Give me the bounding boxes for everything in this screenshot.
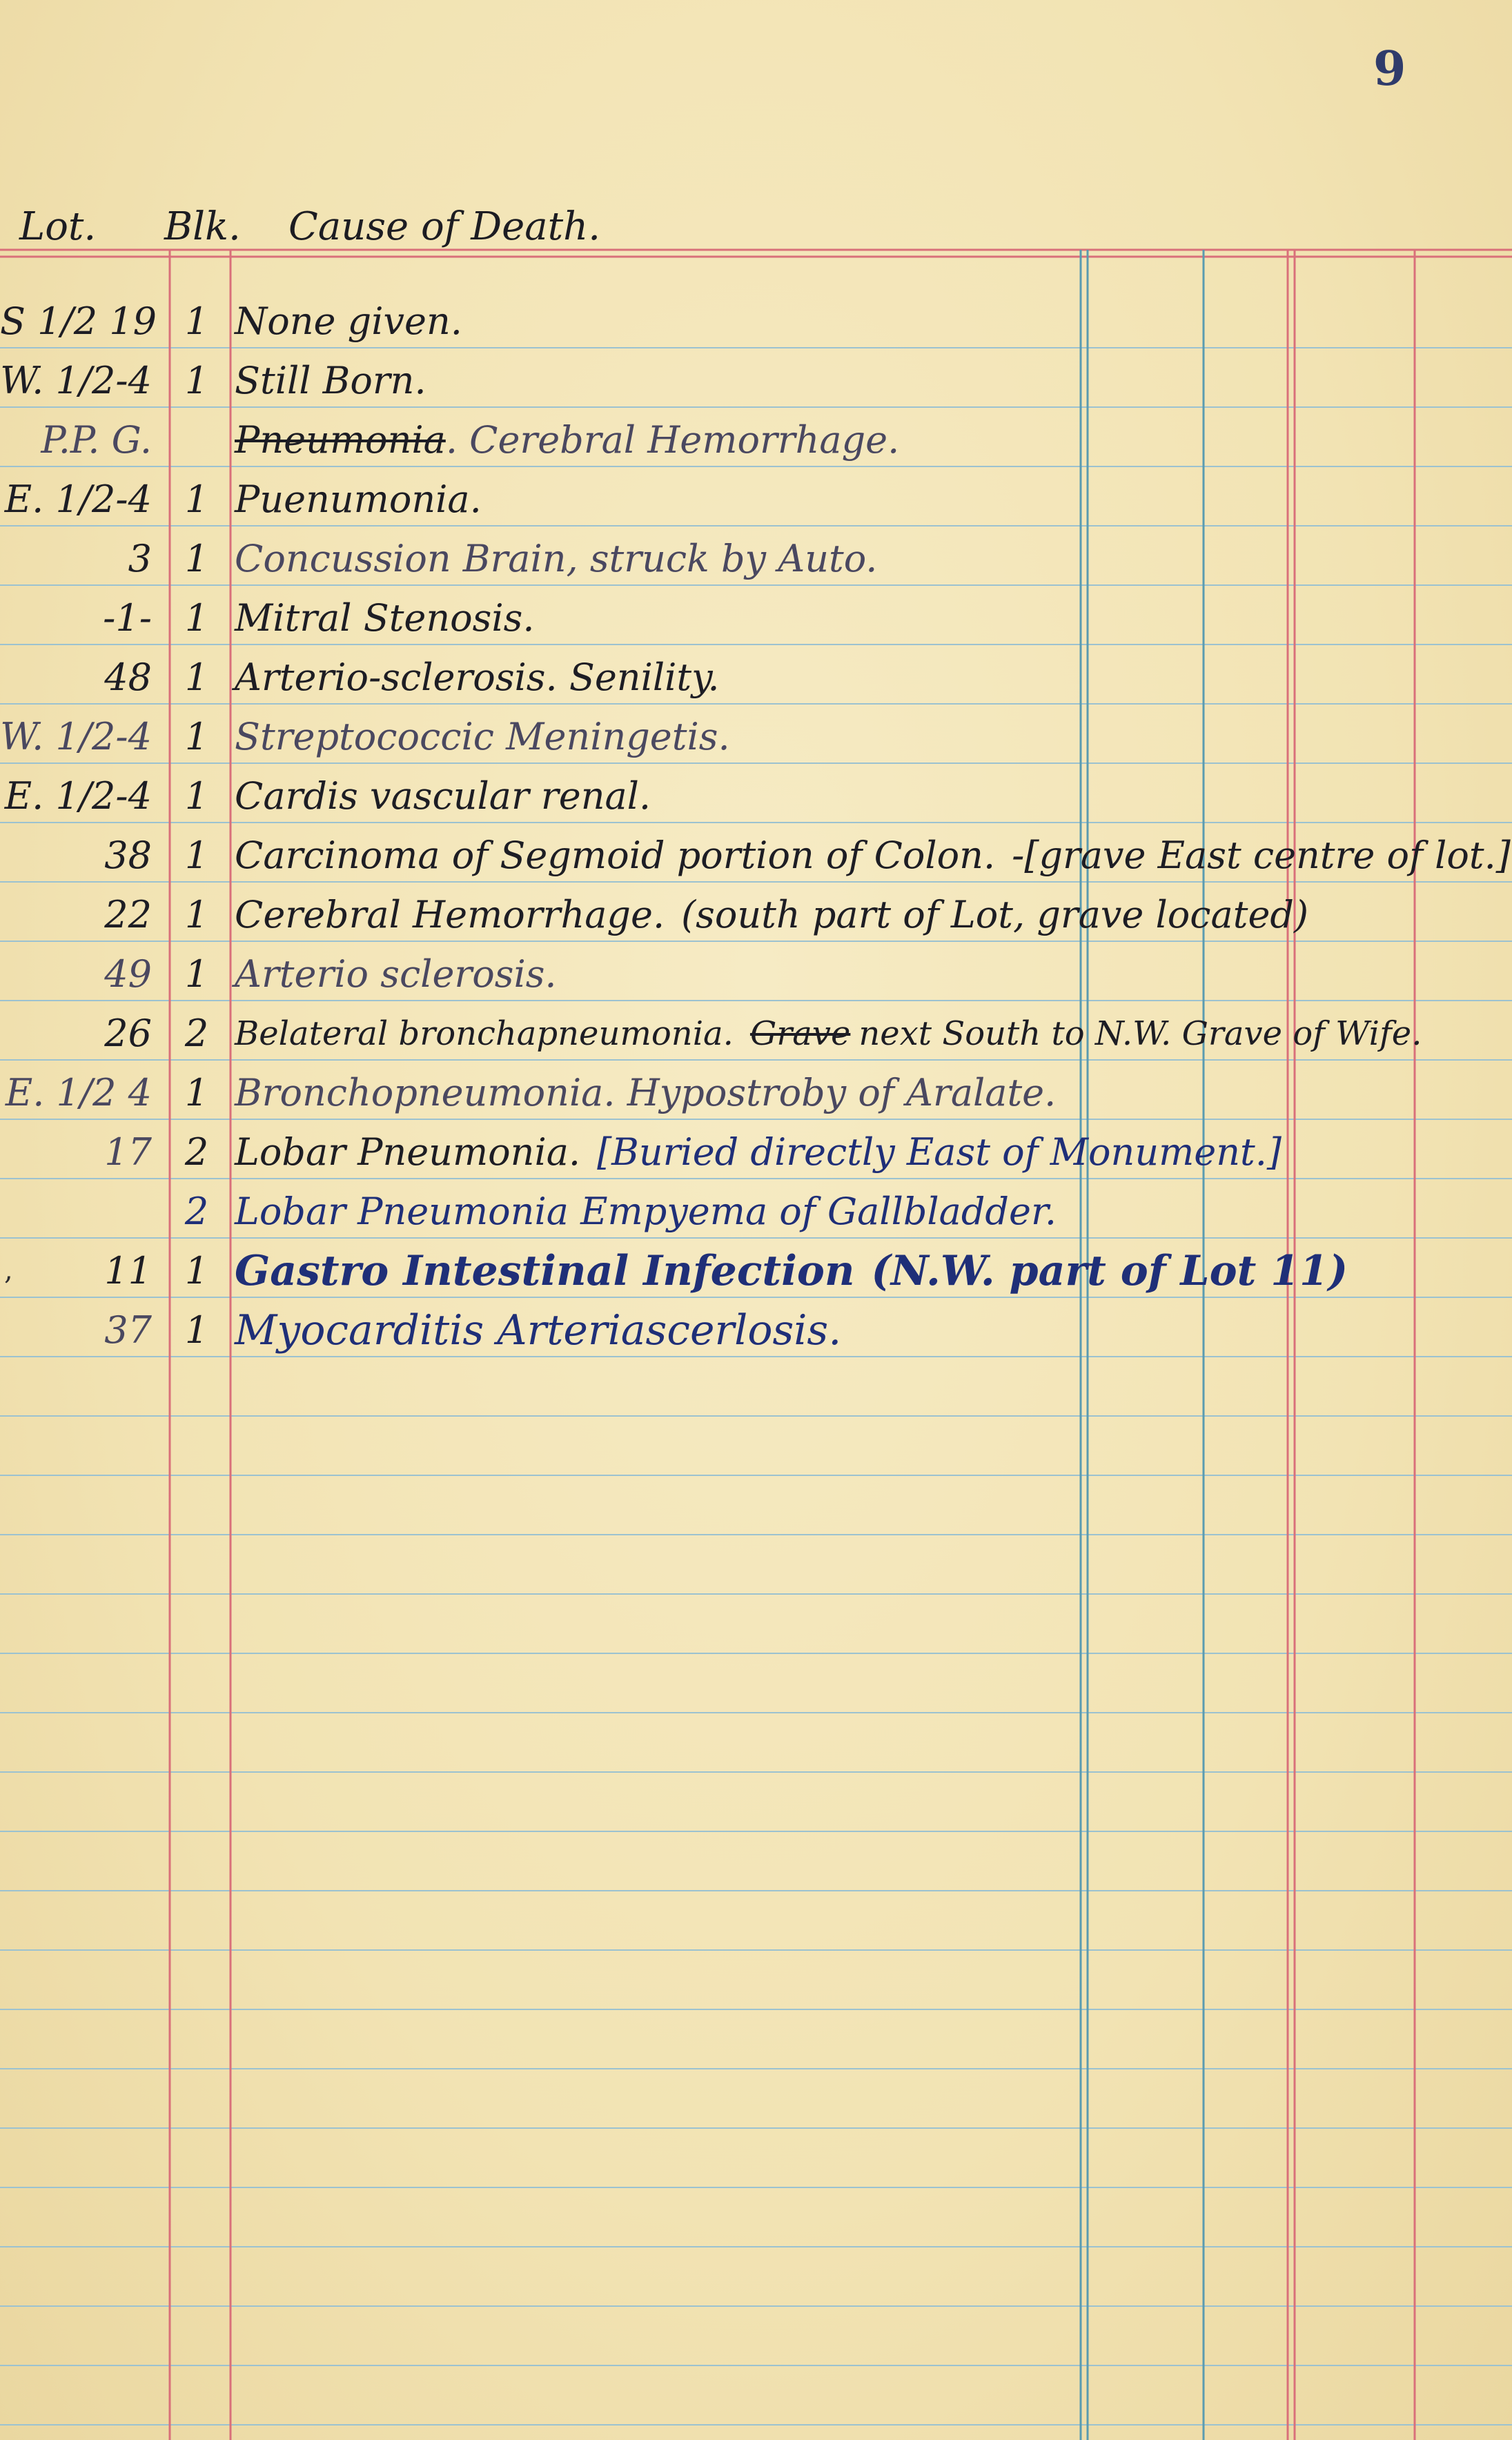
- cause-text: Bronchopneumonia. Hypostroby of Aralate.: [235, 1071, 1057, 1114]
- ledger-row: [0, 1119, 1512, 1185]
- blk-cell: 1: [184, 537, 209, 580]
- ledger-row: [0, 1001, 1512, 1067]
- lot-cell: 3: [128, 537, 152, 580]
- ledger-row: [0, 823, 1512, 889]
- lot-cell: 11: [104, 1249, 152, 1292]
- margin-mark: ,: [4, 1255, 13, 1286]
- lot-cell: -1-: [103, 596, 152, 640]
- blk-cell: 1: [184, 834, 209, 877]
- cause-text: Carcinoma of Segmoid portion of Colon.: [235, 834, 996, 877]
- ledger-row: [0, 645, 1512, 711]
- blk-cell: 1: [184, 774, 209, 818]
- blk-cell: 1: [184, 596, 209, 640]
- cause-text: Mitral Stenosis.: [235, 596, 535, 640]
- cause-text: Concussion Brain, struck by Auto.: [235, 537, 878, 580]
- burial-note: (N.W. part of Lot 11): [871, 1247, 1348, 1295]
- cause-cell: [235, 704, 1449, 770]
- cause-cell: [235, 526, 1449, 592]
- cause-cell: [235, 348, 1449, 414]
- cause-text: None given.: [235, 299, 462, 343]
- ledger-row: [0, 585, 1512, 651]
- blk-cell: 1: [184, 359, 209, 402]
- ledger-row: [0, 1179, 1512, 1245]
- cause-text: Still Born.: [235, 359, 426, 402]
- ledger-row: [0, 466, 1512, 533]
- burial-note: (south part of Lot, grave located): [681, 893, 1309, 936]
- burial-note: next South to N.W. Grave of Wife.: [858, 1014, 1422, 1053]
- cause-cell: [235, 1119, 1449, 1185]
- cause-cell: [235, 288, 1449, 355]
- cause-cell: [235, 466, 1449, 533]
- page-number: 9: [1373, 41, 1406, 97]
- lot-cell: 26: [104, 1012, 152, 1055]
- lot-cell: 48: [104, 656, 152, 699]
- ledger-row: [0, 348, 1512, 414]
- lot-cell: 38: [104, 834, 152, 877]
- lot-cell: 22: [104, 893, 152, 936]
- struck-text: Grave: [749, 1014, 851, 1053]
- cause-text: Lobar Pneumonia Empyema of Gallbladder.: [235, 1190, 1057, 1233]
- cause-cell: [235, 585, 1449, 651]
- cause-cell: [235, 1297, 1449, 1364]
- blk-cell: 1: [184, 952, 209, 996]
- cause-cell: [235, 823, 1511, 889]
- blk-cell: 2: [184, 1012, 209, 1055]
- ledger-row: [0, 941, 1512, 1007]
- lot-cell: S 1/2 19: [0, 299, 157, 343]
- blk-cell: 1: [184, 656, 209, 699]
- blk-cell: 2: [184, 1190, 209, 1233]
- blk-cell: 1: [184, 1308, 209, 1352]
- ledger-row: [0, 1060, 1512, 1126]
- lot-cell: 49: [104, 952, 152, 996]
- cause-cell: [235, 1001, 1449, 1067]
- burial-note: -[grave East centre of lot.]: [1012, 834, 1511, 877]
- ledger-row: [0, 704, 1512, 770]
- lot-cell: [0, 1179, 152, 1245]
- struck-text: Pneumonia: [235, 418, 446, 462]
- cause-cell: [235, 941, 1449, 1007]
- blk-cell: 1: [184, 1249, 209, 1292]
- header-blk: Blk.: [164, 204, 241, 249]
- lot-cell: E. 1/2-4: [4, 774, 152, 818]
- cause-cell: [235, 1179, 1449, 1245]
- blk-cell: 1: [184, 715, 209, 758]
- header-cause-of-death: Cause of Death.: [288, 204, 601, 249]
- ledger-row: [0, 1238, 1512, 1304]
- cause-text: Belateral bronchapneumonia.: [235, 1014, 734, 1053]
- ledger-row: [0, 763, 1512, 829]
- lot-cell: W. 1/2-4: [0, 715, 152, 758]
- cause-text: Puenumonia.: [235, 478, 482, 521]
- ledger-row: [0, 1297, 1512, 1364]
- blk-cell: 2: [184, 1130, 209, 1174]
- cause-text: Arterio-sclerosis. Senility.: [235, 656, 720, 699]
- cause-cell: [235, 645, 1449, 711]
- ledger-row: [0, 407, 1512, 473]
- cause-text: Lobar Pneumonia.: [235, 1130, 581, 1174]
- header-lot: Lot.: [19, 204, 97, 249]
- lot-cell: E. 1/2-4: [4, 478, 152, 521]
- lot-cell: 17: [104, 1130, 152, 1174]
- cause-cell: [235, 1060, 1449, 1126]
- cause-text: Streptococcic Meningetis.: [235, 715, 730, 758]
- cause-cell: [235, 763, 1449, 829]
- blk-cell: 1: [184, 478, 209, 521]
- blk-cell: 1: [184, 1071, 209, 1114]
- lot-cell: P.P. G.: [41, 418, 152, 462]
- lot-cell: W. 1/2-4: [0, 359, 152, 402]
- blk-cell: 1: [184, 893, 209, 936]
- cause-text: Gastro Intestinal Infection: [235, 1247, 855, 1295]
- cause-cell: [235, 882, 1449, 948]
- cause-text: Myocarditis Arteriascerlosis.: [235, 1306, 842, 1355]
- lot-cell: E. 1/2 4: [5, 1071, 152, 1114]
- burial-note: [Buried directly East of Monument.]: [597, 1130, 1282, 1174]
- cause-text: Cardis vascular renal.: [235, 774, 651, 818]
- cause-cell: [235, 407, 1449, 473]
- lot-cell: 37: [104, 1308, 152, 1352]
- ledger-row: [0, 288, 1512, 355]
- cause-text: Arterio sclerosis.: [235, 952, 557, 996]
- ledger-row: [0, 526, 1512, 592]
- blk-cell: [176, 407, 217, 473]
- cause-text: . Cerebral Hemorrhage.: [445, 418, 900, 462]
- cause-text: Cerebral Hemorrhage.: [235, 893, 665, 936]
- ledger-row: [0, 882, 1512, 948]
- blk-cell: 1: [184, 299, 209, 343]
- cause-cell: [235, 1238, 1449, 1304]
